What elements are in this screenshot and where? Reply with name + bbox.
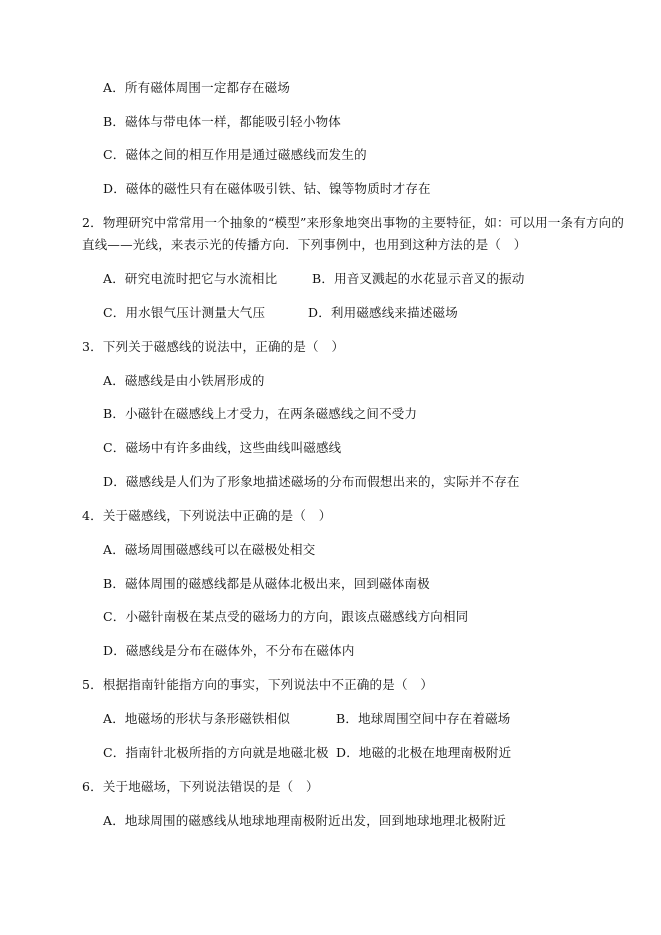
q3-option-d: D．磁感线是人们为了形象地描述磁场的分布而假想出来的，实际并不存在: [103, 474, 520, 489]
q4-option-c: C．小磁针南极在某点受的磁场力的方向，跟该点磁感线方向相同: [103, 609, 469, 624]
q4-stem: 4．关于磁感线，下列说法中正确的是（ ）: [82, 508, 332, 523]
q2-stem-line2: 直线——光线，来表示光的传播方向．下列事例中，也用到这种方法的是（ ）: [82, 237, 527, 252]
q6-stem: 6．关于地磁场，下列说法错误的是（ ）: [82, 779, 319, 794]
q4-option-b: B．磁体周围的磁感线都是从磁体北极出来，回到磁体南极: [103, 576, 430, 591]
q5-option-d: D．地磁的北极在地理南极附近: [336, 745, 512, 760]
q6-option-a: A．地球周围的磁感线从地球地理南极附近出发，回到地球地理北极附近: [103, 813, 506, 828]
q5-option-b: B．地球周围空间中存在着磁场: [336, 711, 511, 726]
q2-option-c: C．用水银气压计测量大气压: [103, 305, 266, 320]
q3-option-a: A．磁感线是由小铁屑形成的: [103, 373, 265, 388]
q2-option-b: B．用音叉溅起的水花显示音叉的振动: [312, 271, 525, 286]
q1-option-c: C．磁体之间的相互作用是通过磁感线而发生的: [103, 147, 367, 162]
q1-option-a: A．所有磁体周围一定都存在磁场: [103, 80, 291, 95]
q3-stem: 3．下列关于磁感线的说法中，正确的是（ ）: [82, 339, 345, 354]
q1-option-b: B．磁体与带电体一样，都能吸引轻小物体: [103, 114, 341, 129]
q5-option-a: A．地磁场的形状与条形磁铁相似: [103, 711, 291, 726]
q4-option-d: D．磁感线是分布在磁体外，不分布在磁体内: [103, 643, 355, 658]
q4-option-a: A．磁场周围磁感线可以在磁极处相交: [103, 542, 316, 557]
q3-option-c: C．磁场中有许多曲线，这些曲线叫磁感线: [103, 440, 342, 455]
q2-stem-line1: 2．物理研究中常常用一个抽象的“模型”来形象地突出事物的主要特征，如：可以用一条有方向的: [82, 215, 625, 230]
q1-option-d: D．磁体的磁性只有在磁体吸引铁、钴、镍等物质时才存在: [103, 181, 431, 196]
q5-stem: 5．根据指南针能指方向的事实，下列说法中不正确的是（ ）: [82, 677, 434, 692]
q5-option-c: C．指南针北极所指的方向就是地磁北极: [103, 745, 329, 760]
q2-option-a: A．研究电流时把它与水流相比: [103, 271, 278, 286]
q3-option-b: B．小磁针在磁感线上才受力，在两条磁感线之间不受力: [103, 406, 418, 421]
q2-option-d: D．利用磁感线来描述磁场: [308, 305, 458, 320]
